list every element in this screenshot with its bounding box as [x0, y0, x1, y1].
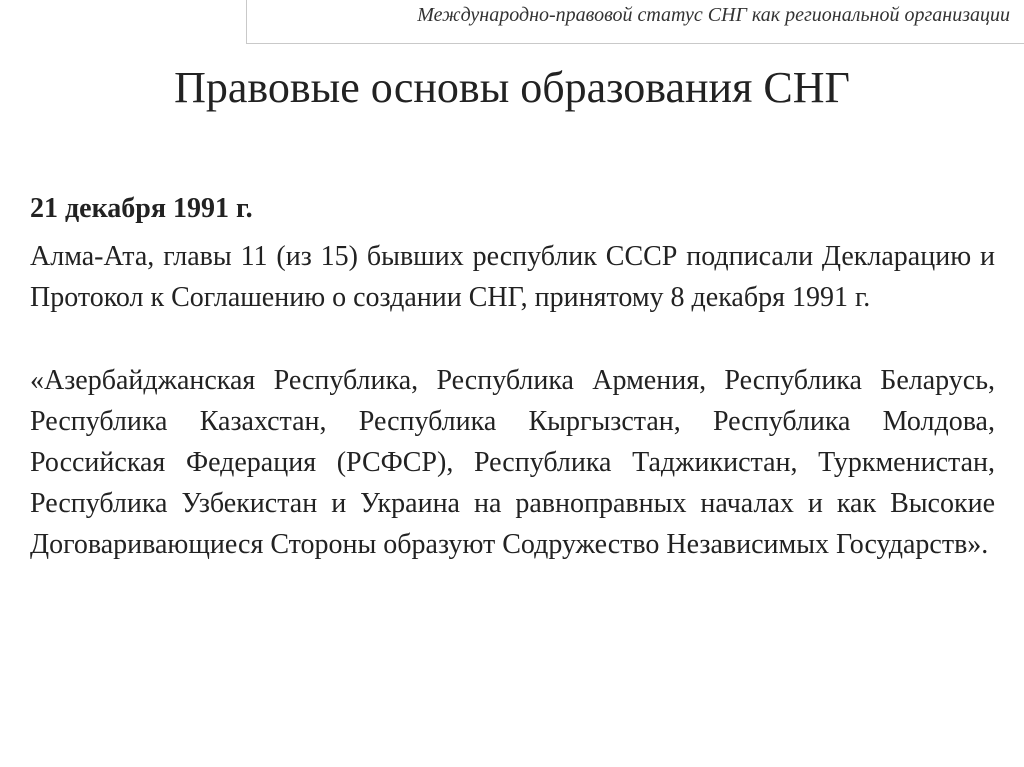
page-title: Правовые основы образования СНГ — [174, 63, 850, 112]
paragraph-quote: «Азербайджанская Республика, Республика Армения, Республика Беларусь, Республика Казахстан, Республика Кыргызстан, Республика Молдова, Российская Федерация (РСФСР), Республика Таджикистан, Туркменистан, Республика Узбекистан и Украина на равноправных началах и как Высокие Договаривающиеся Стороны образуют Содружество Независимых Государств». — [30, 365, 995, 560]
header-bar — [246, 0, 1024, 44]
paragraph-declaration: Алма-Ата, главы 11 (из 15) бывших республик СССР подписали Декларацию и Протокол к Соглашению о создании СНГ, принятому 8 декабря 1991 г. — [30, 241, 995, 313]
date-heading: 21 декабря 1991 г. — [30, 193, 253, 224]
header-text: Международно-правовой статус СНГ как региональной организации — [417, 4, 1010, 26]
slide-content — [30, 188, 995, 565]
paragraph-spacer — [30, 318, 995, 360]
